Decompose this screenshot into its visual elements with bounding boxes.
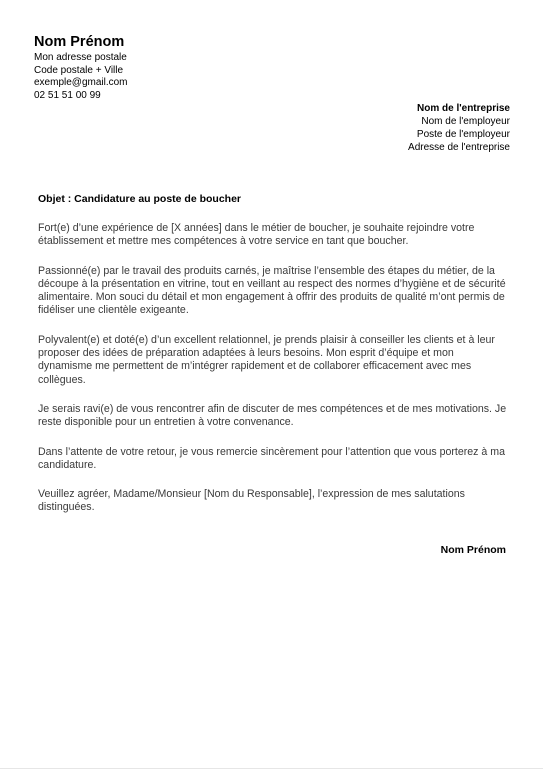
sender-block — [34, 34, 128, 102]
letter-body — [38, 222, 508, 531]
signature-name: Nom Prénom — [440, 544, 506, 556]
body-paragraph: Dans l’attente de votre retour, je vous remercie sincèrement pour l’attention que vous porterez à ma candidature. — [38, 445, 505, 471]
body-paragraph: Passionné(e) par le travail des produits carnés, je maîtrise l’ensemble des étapes du métier, de la découpe à la présentation en vitrine, tout en veillant au respect des normes d’hygiène et de sécurité alimentaire. Mon souci du détail et mon engagement à offrir des produits de qualité m’ont permis de fidéliser une clientèle exigeante. — [38, 264, 506, 317]
recipient-company: Nom de l'entreprise — [417, 103, 510, 114]
sender-phone: 02 51 51 00 99 — [34, 89, 101, 101]
page-divider — [0, 768, 543, 769]
recipient-block — [408, 102, 510, 154]
sender-email: exemple@gmail.com — [34, 77, 128, 89]
recipient-employer-position: Poste de l'employeur — [416, 129, 510, 140]
sender-address: Mon adresse postale — [34, 52, 127, 63]
letter-subject: Objet : Candidature au poste de boucher — [38, 193, 242, 205]
body-paragraph: Polyvalent(e) et doté(e) d’un excellent relationnel, je prends plaisir à conseiller les clients et à leur proposer des idées de préparation adaptées à leurs besoins. Mon esprit d’équipe et mon dynamisme me permettent de m’intégrer rapidement et de collaborer efficacement avec mes collègues. — [38, 333, 495, 386]
recipient-employer-name: Nom de l'employeur — [421, 116, 510, 127]
body-paragraph: Je serais ravi(e) de vous rencontrer afin de discuter de mes compétences et de mes motivations. Je reste disponible pour un entretien à votre convenance. — [38, 402, 507, 429]
sender-name: Nom Prénom — [34, 34, 125, 50]
body-paragraph: Fort(e) d’une expérience de [X années] dans le métier de boucher, je souhaite rejoindre votre établissement et mettre mes compétences à votre service en tant que boucher. — [38, 222, 475, 248]
recipient-company-address: Adresse de l'entreprise — [408, 142, 510, 153]
sender-city: Code postale + Ville — [34, 64, 124, 76]
body-paragraph: Veuillez agréer, Madame/Monsieur [Nom du Responsable], l’expression de mes salutations distinguées. — [38, 488, 465, 514]
